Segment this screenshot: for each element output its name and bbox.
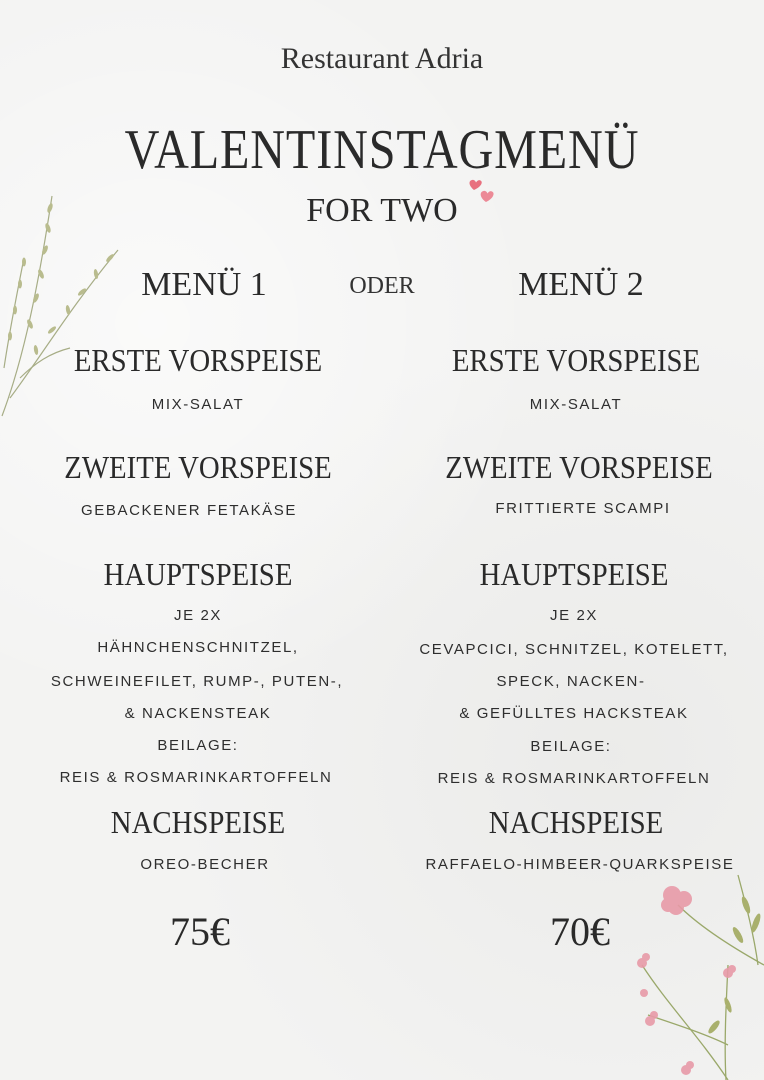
menu-1-hauptspeise-line: JE 2X bbox=[173, 607, 223, 624]
menu-2-zweite-vorspeise-dish: FRITTIERTE SCAMPI bbox=[495, 500, 671, 517]
menu-2-hauptspeise-label: HAUPTSPEISE bbox=[479, 556, 669, 592]
menu-1-hauptspeise-line: HÄHNCHENSCHNITZEL, bbox=[97, 639, 299, 656]
menu-1-hauptspeise-label: HAUPTSPEISE bbox=[103, 556, 293, 592]
menu-1-hauptspeise-line: BEILAGE: bbox=[157, 737, 239, 754]
menu-1-erste-vorspeise-dish: MIX-SALAT bbox=[151, 396, 245, 413]
menu-2-hauptspeise-line: SPECK, NACKEN- bbox=[496, 673, 646, 690]
menu-2-hauptspeise-line: JE 2X bbox=[549, 607, 599, 624]
menu-1-hauptspeise-line: & NACKENSTEAK bbox=[124, 705, 272, 722]
menu-title: VALENTINSTAGMENÜ bbox=[124, 119, 640, 181]
menu-2-hauptspeise-line: CEVAPCICI, SCHNITZEL, KOTELETT, bbox=[419, 641, 729, 658]
menu-1-erste-vorspeise-label: ERSTE VORSPEISE bbox=[73, 342, 323, 378]
menu-1-hauptspeise-line: REIS & ROSMARINKARTOFFELN bbox=[59, 769, 333, 786]
hearts-icon bbox=[466, 178, 498, 206]
menu-2-nachspeise-label: NACHSPEISE bbox=[488, 804, 664, 840]
botanical-sprig-illustration bbox=[0, 188, 130, 423]
menu-1-nachspeise-label: NACHSPEISE bbox=[110, 804, 286, 840]
menu-2-heading: MENÜ 2 bbox=[518, 266, 644, 303]
menu-2-hauptspeise-line: REIS & ROSMARINKARTOFFELN bbox=[437, 770, 711, 787]
menu-subtitle: FOR TWO bbox=[306, 192, 458, 229]
menu-2-erste-vorspeise-dish: MIX-SALAT bbox=[529, 396, 623, 413]
menu-1-zweite-vorspeise-label: ZWEITE VORSPEISE bbox=[64, 449, 332, 485]
pink-flowers-illustration bbox=[628, 865, 764, 1080]
menu-1-price: 75€ bbox=[170, 909, 230, 954]
menu-2-erste-vorspeise-label: ERSTE VORSPEISE bbox=[451, 342, 701, 378]
menu-1-heading: MENÜ 1 bbox=[141, 266, 267, 303]
menu-2-nachspeise-dish: RAFFAELO-HIMBEER-QUARKSPEISE bbox=[425, 856, 735, 873]
restaurant-name: Restaurant Adria bbox=[280, 42, 484, 75]
oder-separator: ODER bbox=[349, 273, 415, 299]
menu-2-price: 70€ bbox=[550, 909, 610, 954]
menu-1-nachspeise-dish: OREO-BECHER bbox=[140, 856, 270, 873]
menu-1-zweite-vorspeise-dish: GEBACKENER FETAKÄSE bbox=[80, 502, 298, 519]
menu-2-hauptspeise-line: BEILAGE: bbox=[530, 738, 612, 755]
menu-1-hauptspeise-line: SCHWEINEFILET, RUMP-, PUTEN-, bbox=[50, 673, 344, 690]
menu-2-hauptspeise-line: & GEFÜLLTES HACKSTEAK bbox=[459, 705, 689, 722]
menu-2-zweite-vorspeise-label: ZWEITE VORSPEISE bbox=[445, 449, 713, 485]
